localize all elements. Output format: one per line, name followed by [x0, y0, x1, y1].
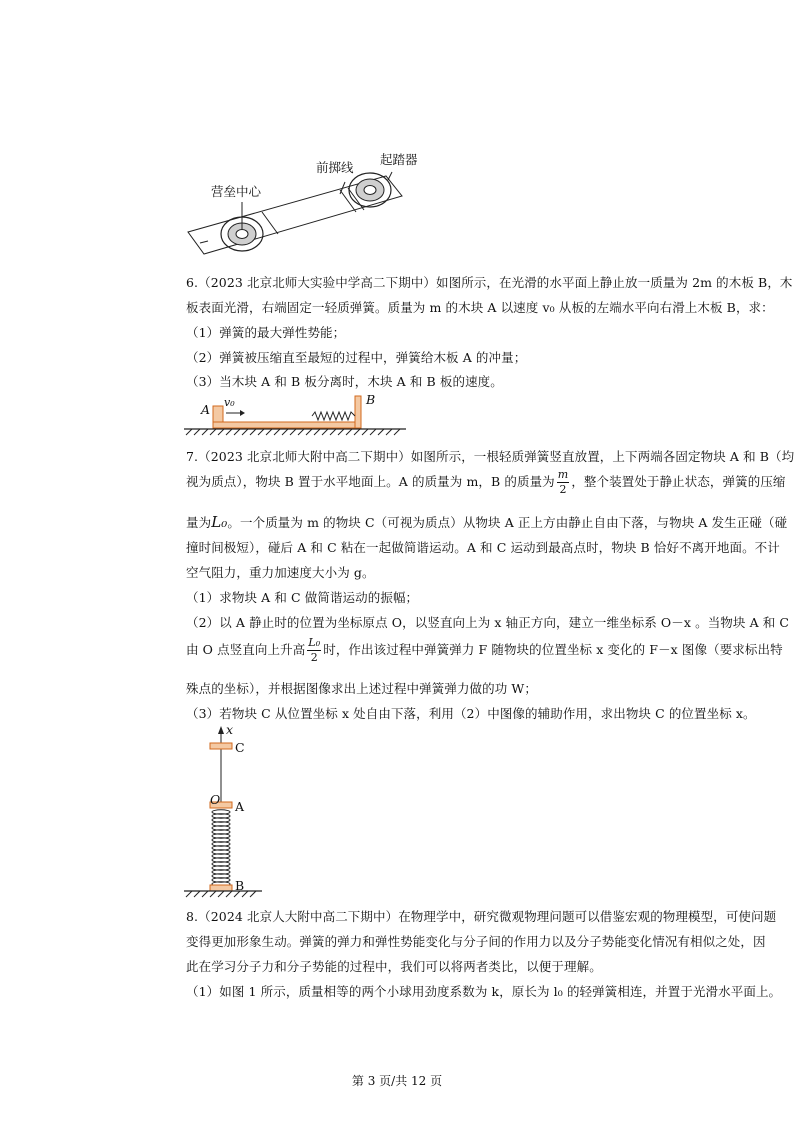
- q8-sub1: （1）如图 1 所示，质量相等的两个小球用劲度系数为 k，原长为 l₀ 的轻弹簧相连，并置于光滑水平面上。: [186, 984, 782, 999]
- label-board-b: B: [366, 392, 376, 407]
- board-spring-diagram: [180, 392, 410, 440]
- q6-line1: 6.（2023 北京北师大实验中学高二下期中）如图所示，在光滑的水平面上静止放一质量为 2m 的木板 B，木: [186, 275, 793, 290]
- vertical-spring-diagram: [180, 722, 270, 898]
- q7-sub2-line2: [186, 636, 783, 665]
- q7-sub2-line1: （2）以 A 静止时的位置为坐标原点 O，以竖直向上为 x 轴正方向，建立一维坐标系 O－x 。当物块 A 和 C: [186, 615, 790, 630]
- q7-sub1: （1）求物块 A 和 C 做简谐运动的振幅；: [186, 590, 419, 605]
- q8-line1: 8.（2024 北京人大附中高二下期中）在物理学中，研究微观物理问题可以借鉴宏观的物理模型，可使问题: [186, 909, 777, 924]
- label-center: 营垒中心: [211, 184, 262, 199]
- q7-l0: L₀: [211, 513, 228, 531]
- label-x-axis: x: [226, 722, 234, 737]
- q7-sub2-line3: 殊点的坐标），并根据图像求出上述过程中弹簧弹力做的功 W；: [186, 681, 537, 696]
- mass-fraction-den: 2: [559, 483, 567, 496]
- q7-line2-text-a: 视为质点），物块 B 置于水平地面上。A 的质量为 m，B 的质量为: [186, 474, 555, 489]
- q7-sub2-text-b: 时，作出该过程中弹簧弹力 F 随物块的位置坐标 x 变化的 F－x 图像（要求标出特: [323, 642, 783, 657]
- q8-line2: 变得更加形象生动。弹簧的弹力和弹性势能变化与分子间的作用力以及分子势能变化情况有相似之处，因: [186, 934, 766, 949]
- label-block-a: A: [235, 799, 245, 814]
- board-spring-figure: [180, 392, 410, 440]
- height-fraction-num: L₀: [308, 636, 321, 649]
- mass-fraction: [557, 468, 570, 497]
- q7-line3-text-b: 。一个质量为 m 的物块 C（可视为质点）从物块 A 正上方由静止自由下落，与物块 A 发生正碰（碰: [227, 515, 788, 530]
- q8-line3: 此在学习分子力和分子势能的过程中，我们可以将两者类比，以便于理解。: [186, 959, 602, 974]
- height-fraction-den: 2: [310, 651, 318, 664]
- q6-sub3: （3）当木块 A 和 B 板分离时，木块 A 和 B 板的速度。: [186, 374, 503, 389]
- q7-line2-text-b: ，整个装置处于静止状态，弹簧的压缩: [571, 474, 786, 489]
- q6-line2: 板表面光滑，右端固定一轻质弹簧。质量为 m 的木块 A 以速度 v₀ 从板的左端水平向右滑上木板 B，求：: [186, 300, 774, 315]
- label-block-b: B: [235, 878, 245, 893]
- label-block-c: C: [235, 740, 245, 755]
- q7-sub2-text-a: 由 O 点竖直向上升高: [186, 642, 306, 657]
- q7-line5: 空气阻力，重力加速度大小为 g。: [186, 565, 375, 580]
- label-starter: 起踏器: [380, 152, 418, 167]
- height-fraction: [307, 636, 321, 665]
- q7-sub3: （3）若物块 C 从位置坐标 x 处自由下落，利用（2）中图像的辅助作用，求出物块 C 的位置坐标 x。: [186, 706, 756, 721]
- q6-sub1: （1）弹簧的最大弹性势能；: [186, 325, 346, 340]
- mass-fraction-num: m: [557, 468, 569, 481]
- label-block-a: A: [201, 402, 211, 417]
- q6-sub2: （2）弹簧被压缩直至最短的过程中，弹簧给木板 A 的冲量；: [186, 350, 527, 365]
- q7-line3-text-a: 量为: [186, 515, 212, 530]
- vertical-spring-figure: [180, 722, 270, 898]
- page-footer: 第 3 页/共 12 页: [351, 1074, 443, 1088]
- q7-line3: [186, 514, 787, 531]
- q7-line2: [186, 468, 786, 497]
- label-front-line: 前掷线: [316, 160, 354, 175]
- label-origin: O: [210, 792, 221, 807]
- curling-figure: [180, 150, 440, 260]
- q7-line4: 撞时间极短），碰后 A 和 C 粘在一起做简谐运动。A 和 C 运动到最高点时，物块 B 恰好不离开地面。不计: [186, 540, 780, 555]
- label-velocity: v₀: [224, 396, 235, 409]
- q7-line1: 7.（2023 北京北师大附中高二下期中）如图所示，一根轻质弹簧竖直放置，上下两端各固定物块 A 和 B（均: [186, 449, 794, 464]
